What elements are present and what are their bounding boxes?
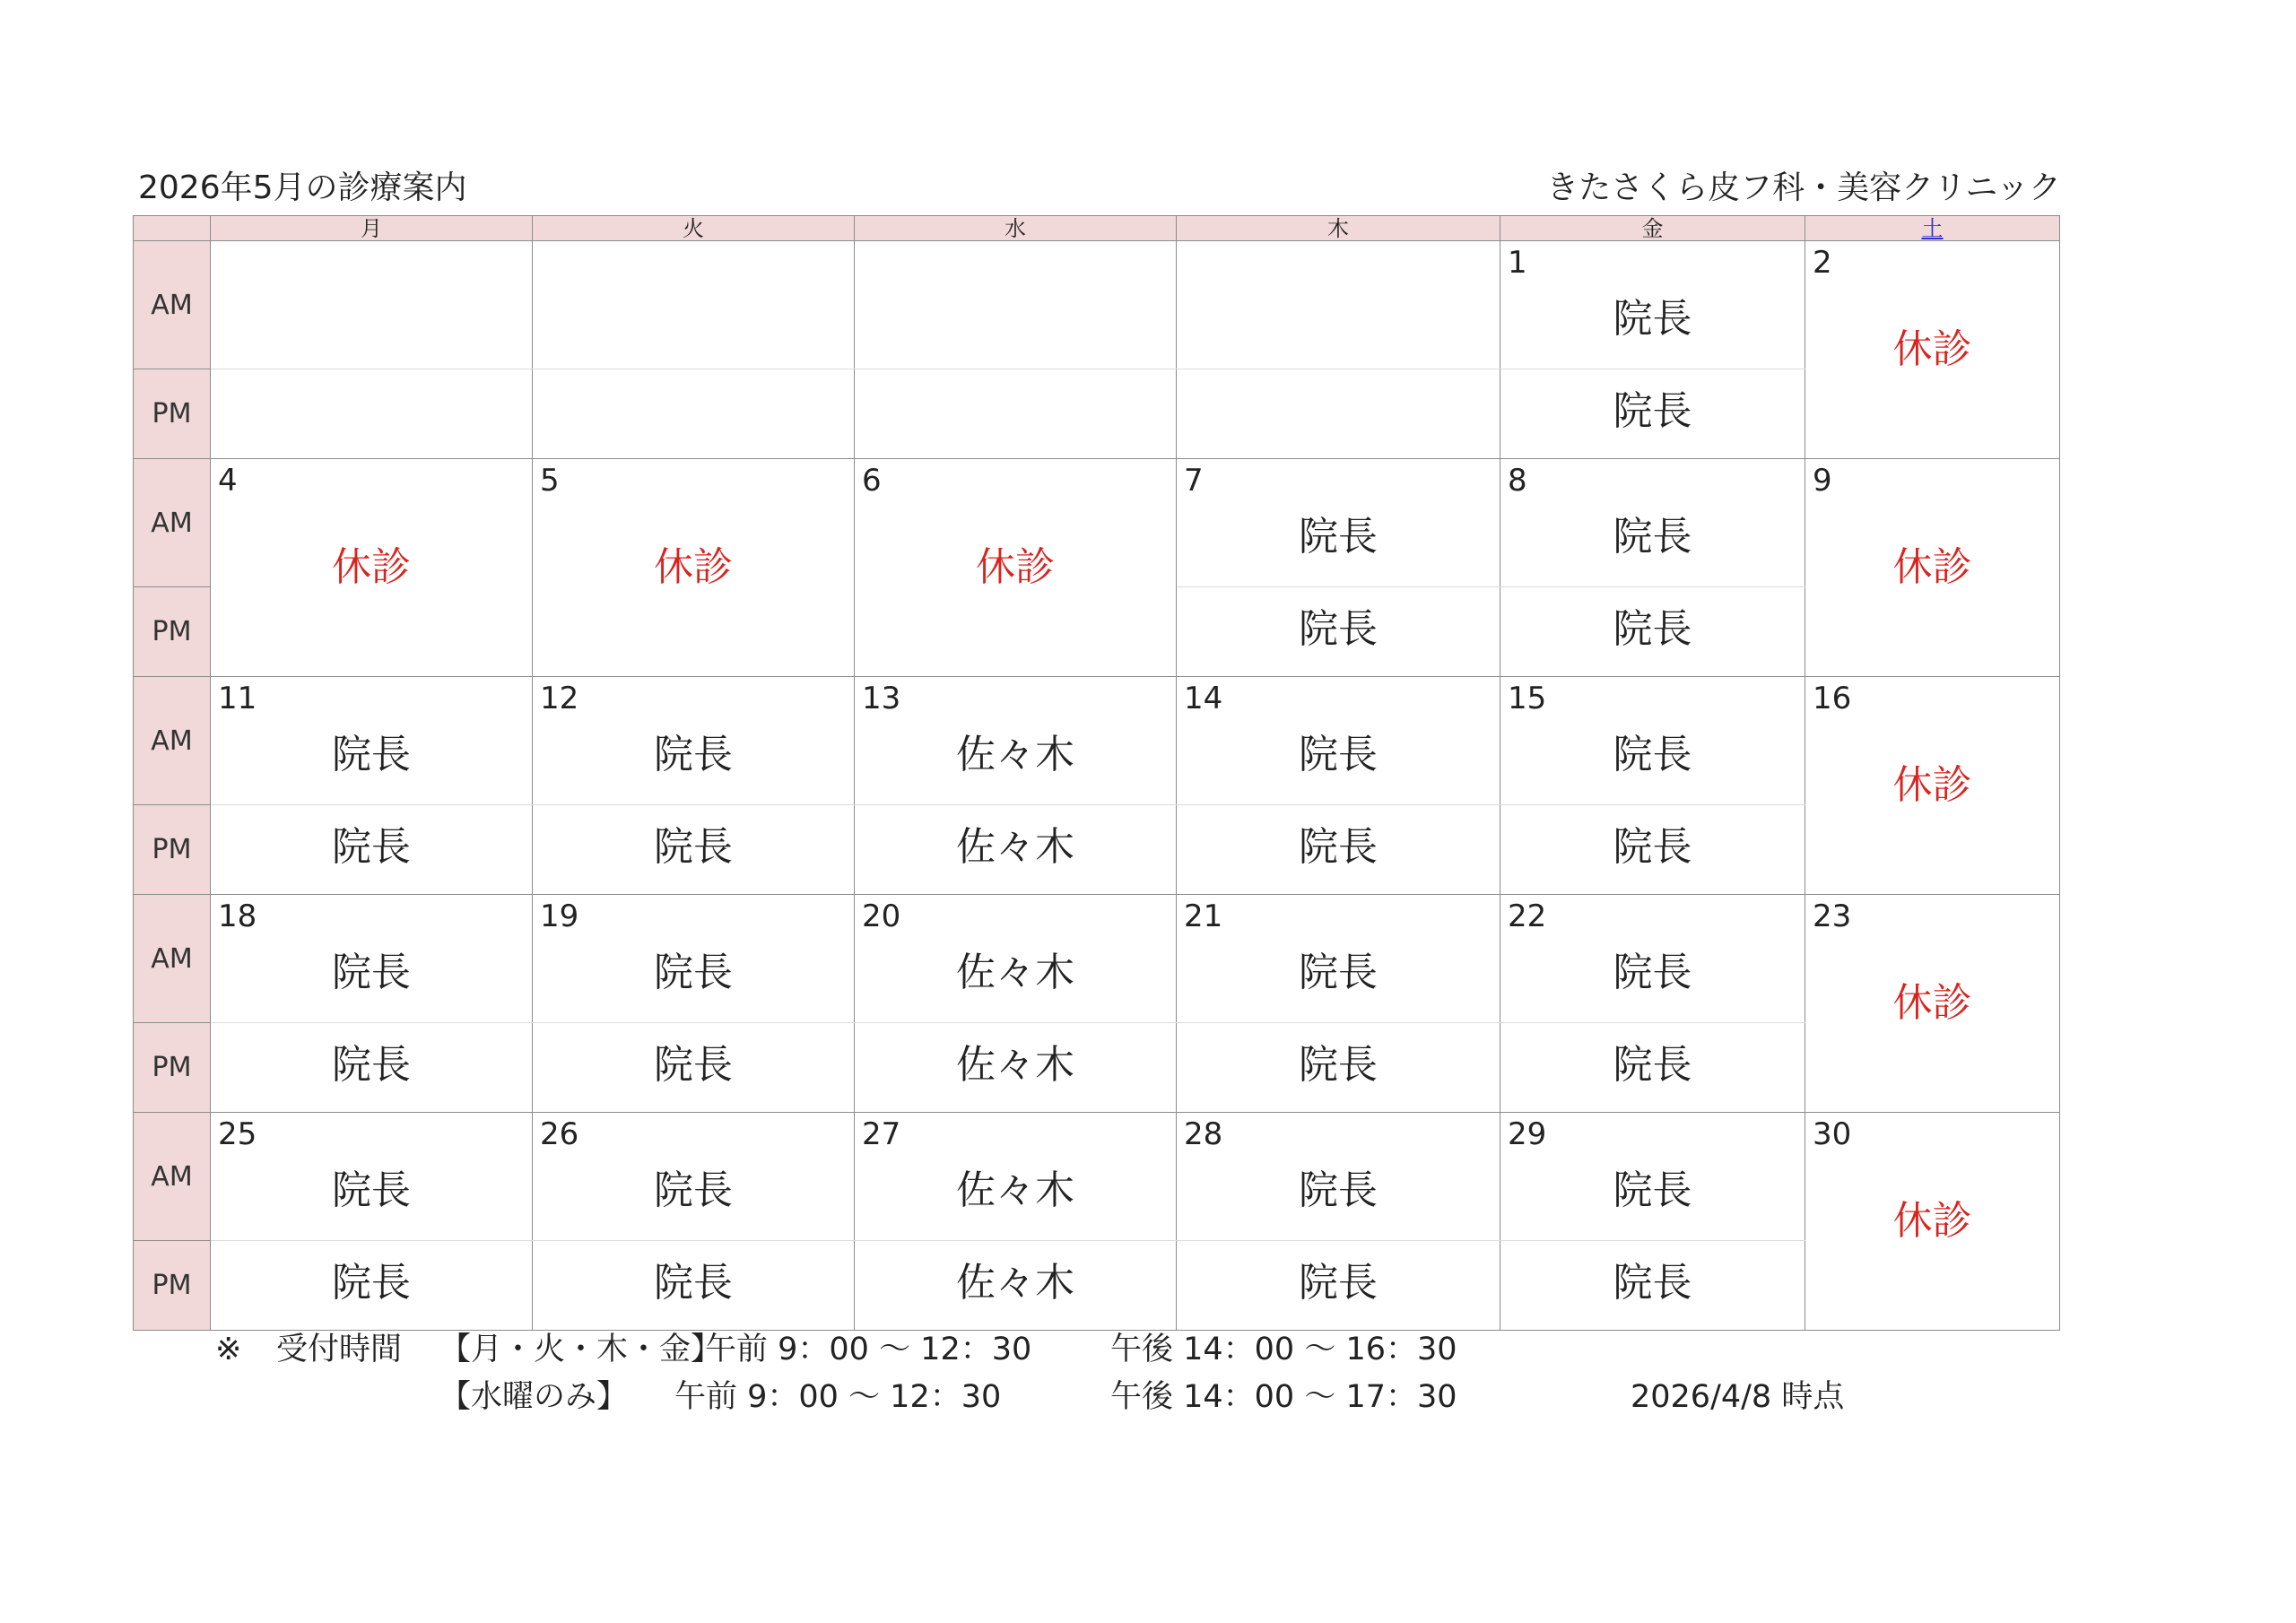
schedule-calendar — [133, 215, 2060, 1331]
weekday-sat-link[interactable]: 土 — [1805, 216, 2060, 241]
day-cell-am — [1177, 677, 1500, 805]
doctor-pm: 院長 — [1299, 824, 1378, 870]
day-cell-am — [533, 895, 855, 1023]
day-cell-closed — [1805, 1113, 2060, 1331]
day-cell-pm — [1177, 1023, 1500, 1113]
day-cell-pm — [1177, 587, 1500, 677]
clinic-name: きたさくら皮フ科・美容クリニック — [1546, 169, 2061, 206]
day-cell-pm — [1177, 805, 1500, 895]
doctor-pm: 院長 — [654, 1260, 733, 1306]
doctor-am: 佐々木 — [956, 732, 1074, 777]
weekday-mon: 月 — [211, 216, 533, 241]
week-1-am-row — [134, 241, 2060, 369]
day-number: 19 — [540, 898, 579, 934]
note-group1-am: 午前 9：00 ～ 12：30 — [705, 1332, 1032, 1367]
day-cell-am — [855, 677, 1177, 805]
day-cell-pm — [533, 1023, 855, 1113]
day-cell-am — [211, 895, 533, 1023]
doctor-am: 院長 — [332, 1167, 411, 1213]
as-of-date: 2026/4/8 時点 — [1631, 1379, 1845, 1415]
day-cell-am — [1500, 895, 1805, 1023]
doctor-am: 佐々木 — [956, 950, 1074, 995]
week-1-pm-row — [134, 369, 2060, 459]
day-cell-am — [211, 1113, 533, 1241]
day-number: 11 — [218, 681, 257, 716]
day-cell-am — [1177, 459, 1500, 587]
day-cell-am — [855, 241, 1177, 369]
doctor-am: 院長 — [1613, 514, 1692, 560]
corner-cell — [134, 216, 211, 241]
day-number: 26 — [540, 1116, 579, 1152]
day-cell-am — [533, 1113, 855, 1241]
week-5-pm-row — [134, 1241, 2060, 1331]
weekday-thu: 木 — [1177, 216, 1500, 241]
day-cell-pm — [1500, 587, 1805, 677]
day-cell-am — [533, 677, 855, 805]
doctor-pm: 佐々木 — [956, 1260, 1074, 1306]
closed-label: 休診 — [1892, 544, 1972, 590]
doctor-am: 院長 — [1613, 732, 1692, 777]
day-number: 13 — [862, 681, 901, 716]
day-number: 9 — [1813, 463, 1832, 499]
day-cell-am — [855, 1113, 1177, 1241]
day-cell-pm — [855, 1241, 1177, 1331]
weekday-header-row — [134, 216, 2060, 241]
doctor-pm: 院長 — [1299, 606, 1378, 652]
day-number: 21 — [1184, 898, 1223, 934]
doctor-am: 院長 — [332, 732, 411, 777]
day-cell-am — [1500, 241, 1805, 369]
week-2-am-row — [134, 459, 2060, 587]
day-cell-pm — [855, 1023, 1177, 1113]
day-number: 25 — [218, 1116, 257, 1152]
day-cell-am — [211, 677, 533, 805]
day-cell-pm — [855, 805, 1177, 895]
doctor-am: 佐々木 — [956, 1167, 1074, 1213]
day-cell-pm — [1500, 369, 1805, 459]
doctor-pm: 佐々木 — [956, 1042, 1074, 1088]
period-label-pm: PM — [134, 1023, 211, 1113]
note-group2-am: 午前 9：00 ～ 12：30 — [674, 1379, 1002, 1415]
day-number: 7 — [1184, 463, 1204, 499]
day-number: 18 — [218, 898, 257, 934]
doctor-pm: 院長 — [654, 1042, 733, 1088]
day-cell-pm — [211, 1241, 533, 1331]
day-cell-am — [533, 241, 855, 369]
closed-label: 休診 — [1892, 1198, 1972, 1244]
day-cell-am — [1500, 459, 1805, 587]
day-cell-closed — [533, 459, 855, 677]
doctor-pm: 院長 — [654, 824, 733, 870]
day-number: 8 — [1508, 463, 1527, 499]
day-number: 6 — [862, 463, 882, 499]
day-number: 15 — [1508, 681, 1547, 716]
week-4-am-row — [134, 895, 2060, 1023]
week-5-am-row — [134, 1113, 2060, 1241]
period-label-am: AM — [134, 677, 211, 805]
doctor-am: 院長 — [1299, 732, 1378, 777]
day-cell-closed — [1805, 459, 2060, 677]
day-cell-pm — [533, 369, 855, 459]
day-number: 5 — [540, 463, 560, 499]
day-number: 12 — [540, 681, 579, 716]
doctor-am: 院長 — [654, 950, 733, 995]
doctor-am: 院長 — [654, 1167, 733, 1213]
day-number: 16 — [1813, 681, 1852, 716]
day-cell-pm — [533, 1241, 855, 1331]
doctor-am: 院長 — [1613, 1167, 1692, 1213]
week-3-pm-row — [134, 805, 2060, 895]
day-cell-pm — [211, 805, 533, 895]
closed-label: 休診 — [1892, 762, 1972, 808]
period-label-am: AM — [134, 241, 211, 369]
doctor-pm: 院長 — [1613, 606, 1692, 652]
day-cell-closed — [855, 459, 1177, 677]
day-cell-am — [1500, 677, 1805, 805]
note-group2: 【水曜のみ】 — [439, 1379, 629, 1415]
doctor-pm: 院長 — [1613, 824, 1692, 870]
day-cell-am — [1500, 1113, 1805, 1241]
doctor-pm: 院長 — [332, 1260, 411, 1306]
period-label-pm: PM — [134, 587, 211, 677]
week-4-pm-row — [134, 1023, 2060, 1113]
day-cell-closed — [1805, 895, 2060, 1113]
note-group1: 【月・火・木・金】 — [439, 1332, 723, 1367]
doctor-pm: 院長 — [1613, 1042, 1692, 1088]
doctor-pm: 院長 — [1613, 388, 1692, 434]
doctor-pm: 院長 — [1299, 1042, 1378, 1088]
day-cell-pm — [1500, 805, 1805, 895]
note-mark: ※ — [215, 1332, 242, 1367]
day-cell-pm — [1500, 1023, 1805, 1113]
day-cell-pm — [1500, 1241, 1805, 1331]
weekday-wed: 水 — [855, 216, 1177, 241]
doctor-am: 院長 — [1613, 296, 1692, 342]
period-label-pm: PM — [134, 369, 211, 459]
closed-label: 休診 — [332, 544, 411, 590]
weekday-fri: 金 — [1500, 216, 1805, 241]
period-label-am: AM — [134, 1113, 211, 1241]
day-cell-pm — [1177, 1241, 1500, 1331]
day-cell-closed — [1805, 241, 2060, 459]
note-label: 受付時間 — [276, 1332, 403, 1367]
week-3-am-row — [134, 677, 2060, 805]
closed-label: 休診 — [654, 544, 733, 590]
page-title: 2026年5月の診療案内 — [138, 169, 467, 206]
day-cell-closed — [211, 459, 533, 677]
day-cell-am — [1177, 1113, 1500, 1241]
day-cell-pm — [855, 369, 1177, 459]
doctor-pm: 院長 — [1299, 1260, 1378, 1306]
day-cell-closed — [1805, 677, 2060, 895]
doctor-am: 院長 — [1299, 514, 1378, 560]
period-label-am: AM — [134, 459, 211, 587]
day-cell-pm — [1177, 369, 1500, 459]
closed-label: 休診 — [1892, 980, 1972, 1026]
day-number: 20 — [862, 898, 901, 934]
day-number: 29 — [1508, 1116, 1547, 1152]
period-label-pm: PM — [134, 1241, 211, 1331]
closed-label: 休診 — [976, 544, 1055, 590]
doctor-pm: 院長 — [1613, 1260, 1692, 1306]
doctor-am: 院長 — [1299, 1167, 1378, 1213]
day-cell-am — [855, 895, 1177, 1023]
day-number: 14 — [1184, 681, 1223, 716]
weekday-tue: 火 — [533, 216, 855, 241]
doctor-am: 院長 — [1613, 950, 1692, 995]
day-cell-pm — [211, 1023, 533, 1113]
day-number: 27 — [862, 1116, 901, 1152]
day-number: 4 — [218, 463, 238, 499]
doctor-pm: 院長 — [332, 824, 411, 870]
day-number: 22 — [1508, 898, 1547, 934]
doctor-pm: 院長 — [332, 1042, 411, 1088]
doctor-am: 院長 — [654, 732, 733, 777]
day-cell-am — [211, 241, 533, 369]
day-number: 30 — [1813, 1116, 1852, 1152]
day-cell-am — [1177, 895, 1500, 1023]
doctor-am: 院長 — [1299, 950, 1378, 995]
day-number: 1 — [1508, 245, 1527, 281]
day-cell-pm — [211, 369, 533, 459]
note-group1-pm: 午後 14：00 ～ 16：30 — [1110, 1332, 1457, 1367]
day-number: 2 — [1813, 245, 1832, 281]
doctor-am: 院長 — [332, 950, 411, 995]
day-number: 23 — [1813, 898, 1852, 934]
period-label-pm: PM — [134, 805, 211, 895]
day-cell-am — [1177, 241, 1500, 369]
day-cell-pm — [533, 805, 855, 895]
day-number: 28 — [1184, 1116, 1223, 1152]
period-label-am: AM — [134, 895, 211, 1023]
doctor-pm: 佐々木 — [956, 824, 1074, 870]
note-group2-pm: 午後 14：00 ～ 17：30 — [1110, 1379, 1457, 1415]
closed-label: 休診 — [1892, 326, 1972, 372]
